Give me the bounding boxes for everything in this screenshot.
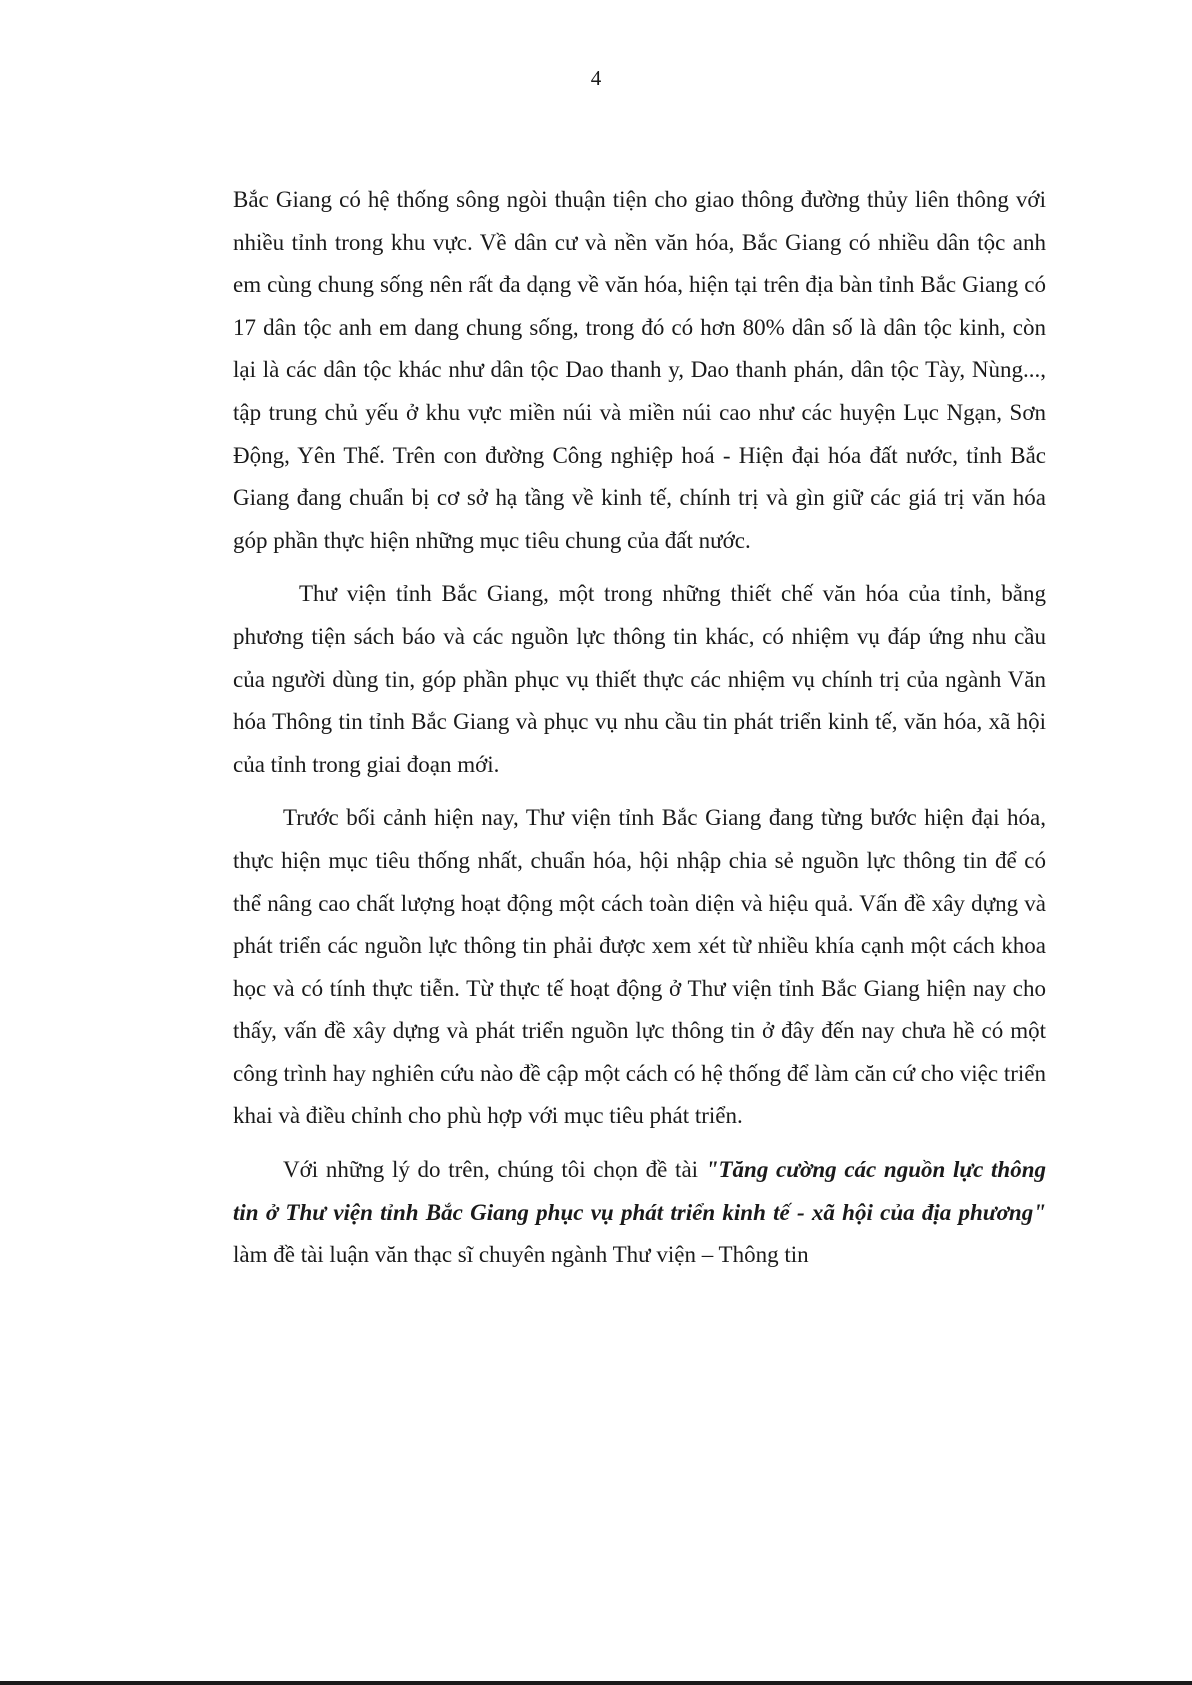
body-text	[233, 179, 1046, 1277]
topic-lead-text: Với những lý do trên, chúng tôi chọn đề tài	[283, 1157, 706, 1183]
topic-tail-text: làm đề tài luận văn thạc sĩ chuyên ngành Thư viện – Thông tin	[233, 1242, 809, 1268]
paragraph-library-role: Thư viện tỉnh Bắc Giang, một trong những thiết chế văn hóa của tỉnh, bằng phương tiện sách báo và các nguồn lực thông tin khác, có nhiệm vụ đáp ứng nhu cầu của người dùng tin, góp phần phục vụ thiết thực các nhiệm vụ chính trị của ngành Văn hóa Thông tin tỉnh Bắc Giang và phục vụ nhu cầu tin phát triển kinh tế, văn hóa, xã hội của tỉnh trong giai đoạn mới.	[233, 581, 1046, 777]
paragraph-geography-culture: Bắc Giang có hệ thống sông ngòi thuận tiện cho giao thông đường thủy liên thông với nhiều tỉnh trong khu vực. Về dân cư và nền văn hóa, Bắc Giang có nhiều dân tộc anh em cùng chung sống nên rất đa dạng về văn hóa, hiện tại trên địa bàn tỉnh Bắc Giang có 17 dân tộc anh em dang chung sống, trong đó có hơn 80% dân số là dân tộc kinh, còn lại là các dân tộc khác như dân tộc Dao thanh y, Dao thanh phán, dân tộc Tày, Nùng..., tập trung chủ yếu ở khu vực miền núi và miền núi cao như các huyện Lục Ngạn, Sơn Động, Yên Thế. Trên con đường Công nghiệp hoá - Hiện đại hóa đất nước, tỉnh Bắc Giang đang chuẩn bị cơ sở hạ tầng về kinh tế, chính trị và gìn giữ các giá trị văn hóa góp phần thực hiện những mục tiêu chung của đất nước.	[233, 187, 1046, 553]
paragraph-current-context: Trước bối cảnh hiện nay, Thư viện tỉnh Bắc Giang đang từng bước hiện đại hóa, thực hiện mục tiêu thống nhất, chuẩn hóa, hội nhập chia sẻ nguồn lực thông tin để có thể nâng cao chất lượng hoạt động một cách toàn diện và hiệu quả. Vấn đề xây dựng và phát triển các nguồn lực thông tin phải được xem xét từ nhiều khía cạnh một cách khoa học và có tính thực tiễn. Từ thực tế hoạt động ở Thư viện tỉnh Bắc Giang hiện nay cho thấy, vấn đề xây dựng và phát triển nguồn lực thông tin ở đây đến nay chưa hề có một công trình hay nghiên cứu nào đề cập một cách có hệ thống để làm căn cứ cho việc triển khai và điều chỉnh cho phù hợp với mục tiêu phát triển.	[233, 805, 1046, 1129]
page-bottom-border	[0, 1681, 1192, 1685]
thesis-title: "Tăng cường các nguồn lực thông tin ở Thư viện tỉnh Bắc Giang phục vụ phát triển kinh tế - xã hội của địa phương"	[233, 1157, 1047, 1225]
page-number: 4	[590, 66, 602, 90]
paragraph-thesis-topic	[233, 1149, 1046, 1277]
